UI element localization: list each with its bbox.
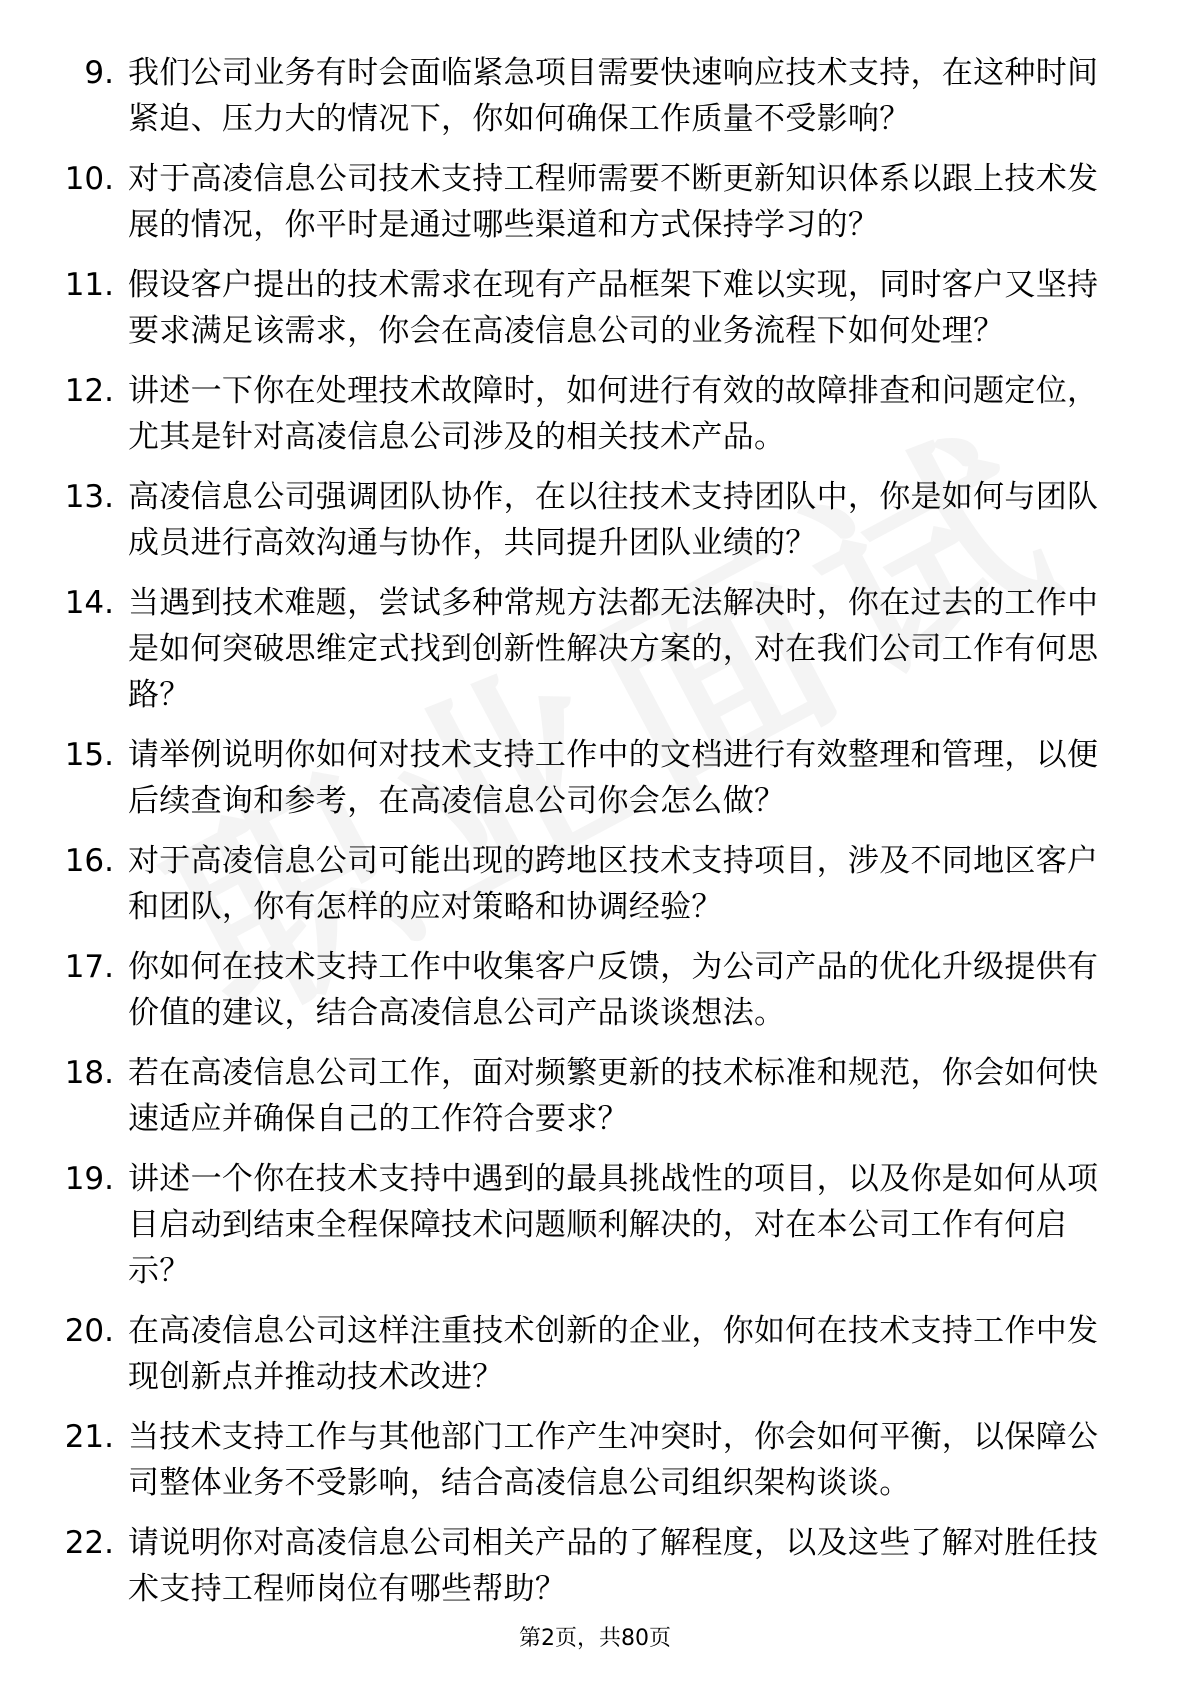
question-text: 当技术支持工作与其他部门工作产生冲突时，你会如何平衡，以保障公司整体业务不受影响，结合高凌信息公司组织架构谈谈。 — [128, 1419, 1099, 1501]
question-text: 当遇到技术难题，尝试多种常规方法都无法解决时，你在过去的工作中是如何突破思维定式找到创新性解决方案的，对在我们公司工作有何思路？ — [128, 585, 1099, 713]
question-text: 假设客户提出的技术需求在现有产品框架下难以实现，同时客户又坚持要求满足该需求，你会在高凌信息公司的业务流程下如何处理？ — [128, 267, 1099, 349]
list-item — [52, 1308, 1112, 1400]
question-text: 高凌信息公司强调团队协作，在以往技术支持团队中，你是如何与团队成员进行高效沟通与协作，共同提升团队业绩的？ — [128, 479, 1099, 561]
question-text: 请说明你对高凌信息公司相关产品的了解程度，以及这些了解对胜任技术支持工程师岗位有哪些帮助？ — [128, 1525, 1099, 1607]
list-item — [52, 1156, 1112, 1294]
question-number: 19. — [64, 1161, 114, 1197]
question-list — [52, 50, 1112, 1626]
question-number: 18. — [64, 1055, 114, 1091]
question-number: 13. — [64, 479, 114, 515]
question-number: 10. — [64, 161, 114, 197]
question-number: 22. — [64, 1525, 114, 1561]
list-item — [52, 262, 1112, 354]
list-item — [52, 368, 1112, 460]
question-number: 20. — [64, 1313, 114, 1349]
list-item — [52, 838, 1112, 930]
question-text: 我们公司业务有时会面临紧急项目需要快速响应技术支持，在这种时间紧迫、压力大的情况下，你如何确保工作质量不受影响？ — [128, 55, 1099, 137]
list-item — [52, 50, 1112, 142]
list-item — [52, 1414, 1112, 1506]
question-text: 你如何在技术支持工作中收集客户反馈，为公司产品的优化升级提供有价值的建议，结合高凌信息公司产品谈谈想法。 — [128, 949, 1099, 1031]
page-footer: 第2页，共80页 — [519, 1626, 671, 1651]
list-item — [52, 1050, 1112, 1142]
question-text: 讲述一下你在处理技术故障时，如何进行有效的故障排查和问题定位，尤其是针对高凌信息公司涉及的相关技术产品。 — [128, 373, 1099, 455]
list-item — [52, 732, 1112, 824]
question-number: 11. — [64, 267, 114, 303]
question-text: 对于高凌信息公司技术支持工程师需要不断更新知识体系以跟上技术发展的情况，你平时是通过哪些渠道和方式保持学习的？ — [128, 161, 1099, 243]
list-item — [52, 1520, 1112, 1612]
question-text: 讲述一个你在技术支持中遇到的最具挑战性的项目，以及你是如何从项目启动到结束全程保障技术问题顺利解决的，对在本公司工作有何启示？ — [128, 1161, 1099, 1289]
question-text: 对于高凌信息公司可能出现的跨地区技术支持项目，涉及不同地区客户和团队，你有怎样的应对策略和协调经验？ — [128, 843, 1099, 925]
question-number: 15. — [64, 737, 114, 773]
question-number: 16. — [64, 843, 114, 879]
list-item — [52, 474, 1112, 566]
question-number: 12. — [64, 373, 114, 409]
question-number: 21. — [64, 1419, 114, 1455]
list-item — [52, 156, 1112, 248]
question-text: 请举例说明你如何对技术支持工作中的文档进行有效整理和管理，以便后续查询和参考，在高凌信息公司你会怎么做？ — [128, 737, 1099, 819]
question-text: 在高凌信息公司这样注重技术创新的企业，你如何在技术支持工作中发现创新点并推动技术改进？ — [128, 1313, 1099, 1395]
question-text: 若在高凌信息公司工作，面对频繁更新的技术标准和规范，你会如何快速适应并确保自己的工作符合要求？ — [128, 1055, 1099, 1137]
list-item — [52, 944, 1112, 1036]
question-number: 9. — [84, 55, 114, 91]
question-number: 14. — [64, 585, 114, 621]
list-item — [52, 580, 1112, 718]
question-number: 17. — [64, 949, 114, 985]
